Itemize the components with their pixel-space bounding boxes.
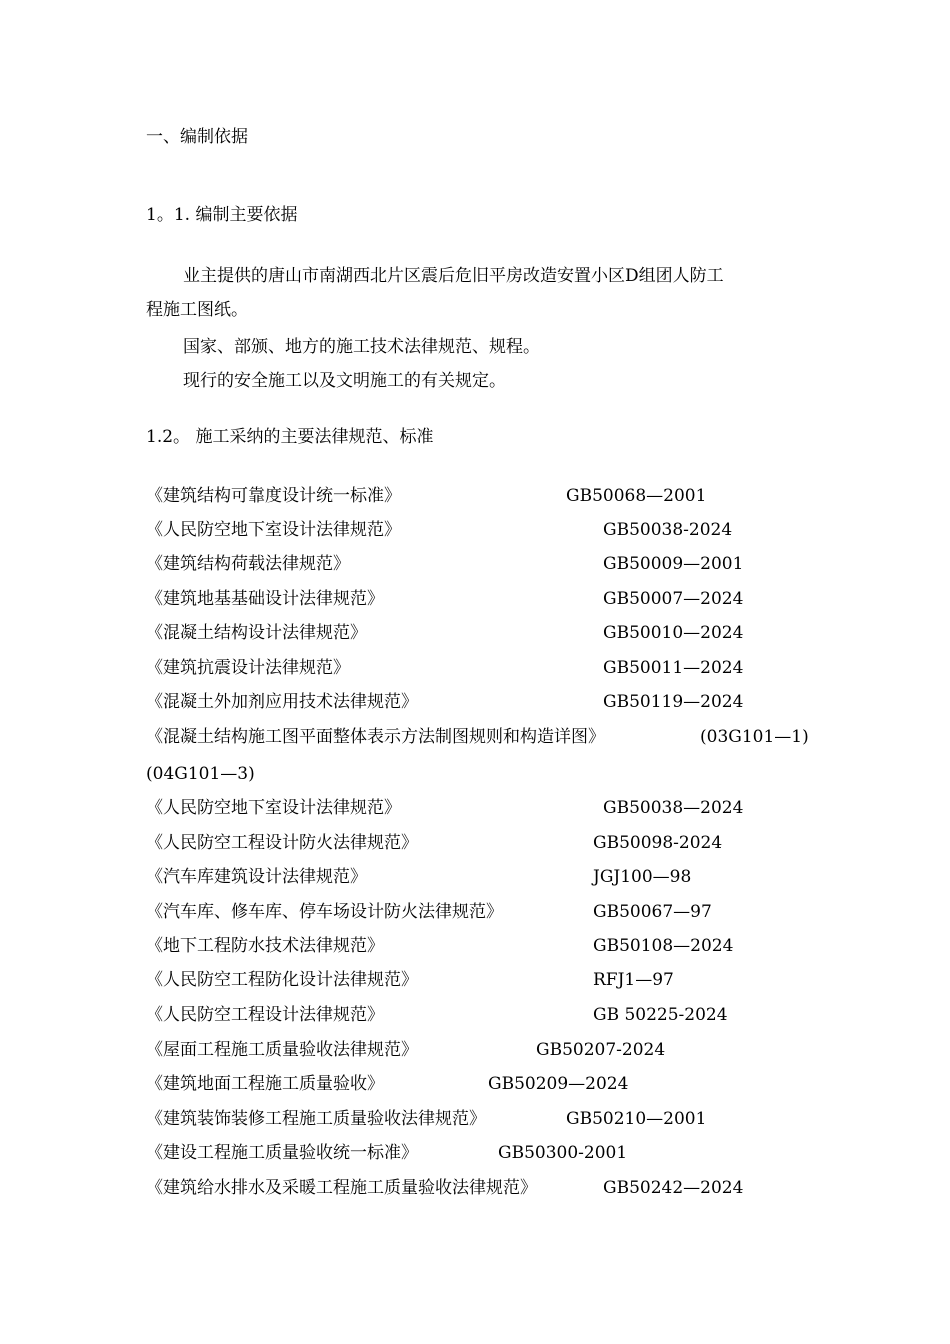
standard-name: 《建筑给水排水及采暖工程施工质量验收法律规范》 [146,1178,537,1198]
standard-name: 《人民防空工程防化设计法律规范》 [146,970,418,990]
paragraph-2: 国家、部颁、地方的施工技术法律规范、规程。 [183,337,540,357]
standard-code: GB50007—2024 [603,589,744,609]
heading-1: 一、编制依据 [146,127,248,147]
standard-code: GB50068—2001 [566,486,707,506]
standard-name: 《汽车库、修车库、停车场设计防火法律规范》 [146,902,503,922]
standard-name: 《人民防空地下室设计法律规范》 [146,798,401,818]
standard-name: 《人民防空工程设计防火法律规范》 [146,833,418,853]
standard-name: 《屋面工程施工质量验收法律规范》 [146,1040,418,1060]
standard-code: GB50098-2024 [593,833,723,853]
standard-code: GB50067—97 [593,902,712,922]
standard-code: GB50038—2024 [603,798,744,818]
standard-name: (04G101—3) [146,764,255,784]
standard-code: JGJ100—98 [593,867,692,887]
standard-code: (03G101—1) [700,727,809,747]
standard-code: GB 50225-2024 [593,1005,728,1025]
standard-name: 《建筑地面工程施工质量验收》 [146,1074,384,1094]
standard-name: 《建筑结构可靠度设计统一标准》 [146,486,401,506]
standard-name: 《人民防空工程设计法律规范》 [146,1005,384,1025]
standard-name: 《汽车库建筑设计法律规范》 [146,867,367,887]
standard-name: 《人民防空地下室设计法律规范》 [146,520,401,540]
standard-code: RFJ1—97 [593,970,674,990]
standard-name: 《建筑装饰装修工程施工质量验收法律规范》 [146,1109,486,1129]
standard-code: GB50242—2024 [603,1178,744,1198]
standard-code: GB50009—2001 [603,554,744,574]
standard-code: GB50011—2024 [603,658,744,678]
standard-code: GB50300-2001 [498,1143,628,1163]
standard-name: 《混凝土结构设计法律规范》 [146,623,367,643]
standard-code: GB50119—2024 [603,692,744,712]
standard-code: GB50010—2024 [603,623,744,643]
heading-1-2: 1.2。 施工采纳的主要法律规范、标准 [146,427,434,447]
standard-name: 《混凝土外加剂应用技术法律规范》 [146,692,418,712]
standard-name: 《混凝土结构施工图平面整体表示方法制图规则和构造详图》 [146,727,605,747]
standard-name: 《建设工程施工质量验收统一标准》 [146,1143,418,1163]
paragraph-1-line-2: 程施工图纸。 [146,300,248,320]
standard-code: GB50038-2024 [603,520,733,540]
standard-code: GB50108—2024 [593,936,734,956]
standard-code: GB50207-2024 [536,1040,666,1060]
standard-code: GB50210—2001 [566,1109,707,1129]
standard-name: 《建筑地基基础设计法律规范》 [146,589,384,609]
standard-name: 《建筑结构荷载法律规范》 [146,554,350,574]
standard-code: GB50209—2024 [488,1074,629,1094]
paragraph-3: 现行的安全施工以及文明施工的有关规定。 [183,371,506,391]
heading-1-1: 1。1. 编制主要依据 [146,205,298,225]
standard-name: 《地下工程防水技术法律规范》 [146,936,384,956]
paragraph-1-line-1: 业主提供的唐山市南湖西北片区震后危旧平房改造安置小区D组团人防工 [183,266,724,286]
standard-name: 《建筑抗震设计法律规范》 [146,658,350,678]
